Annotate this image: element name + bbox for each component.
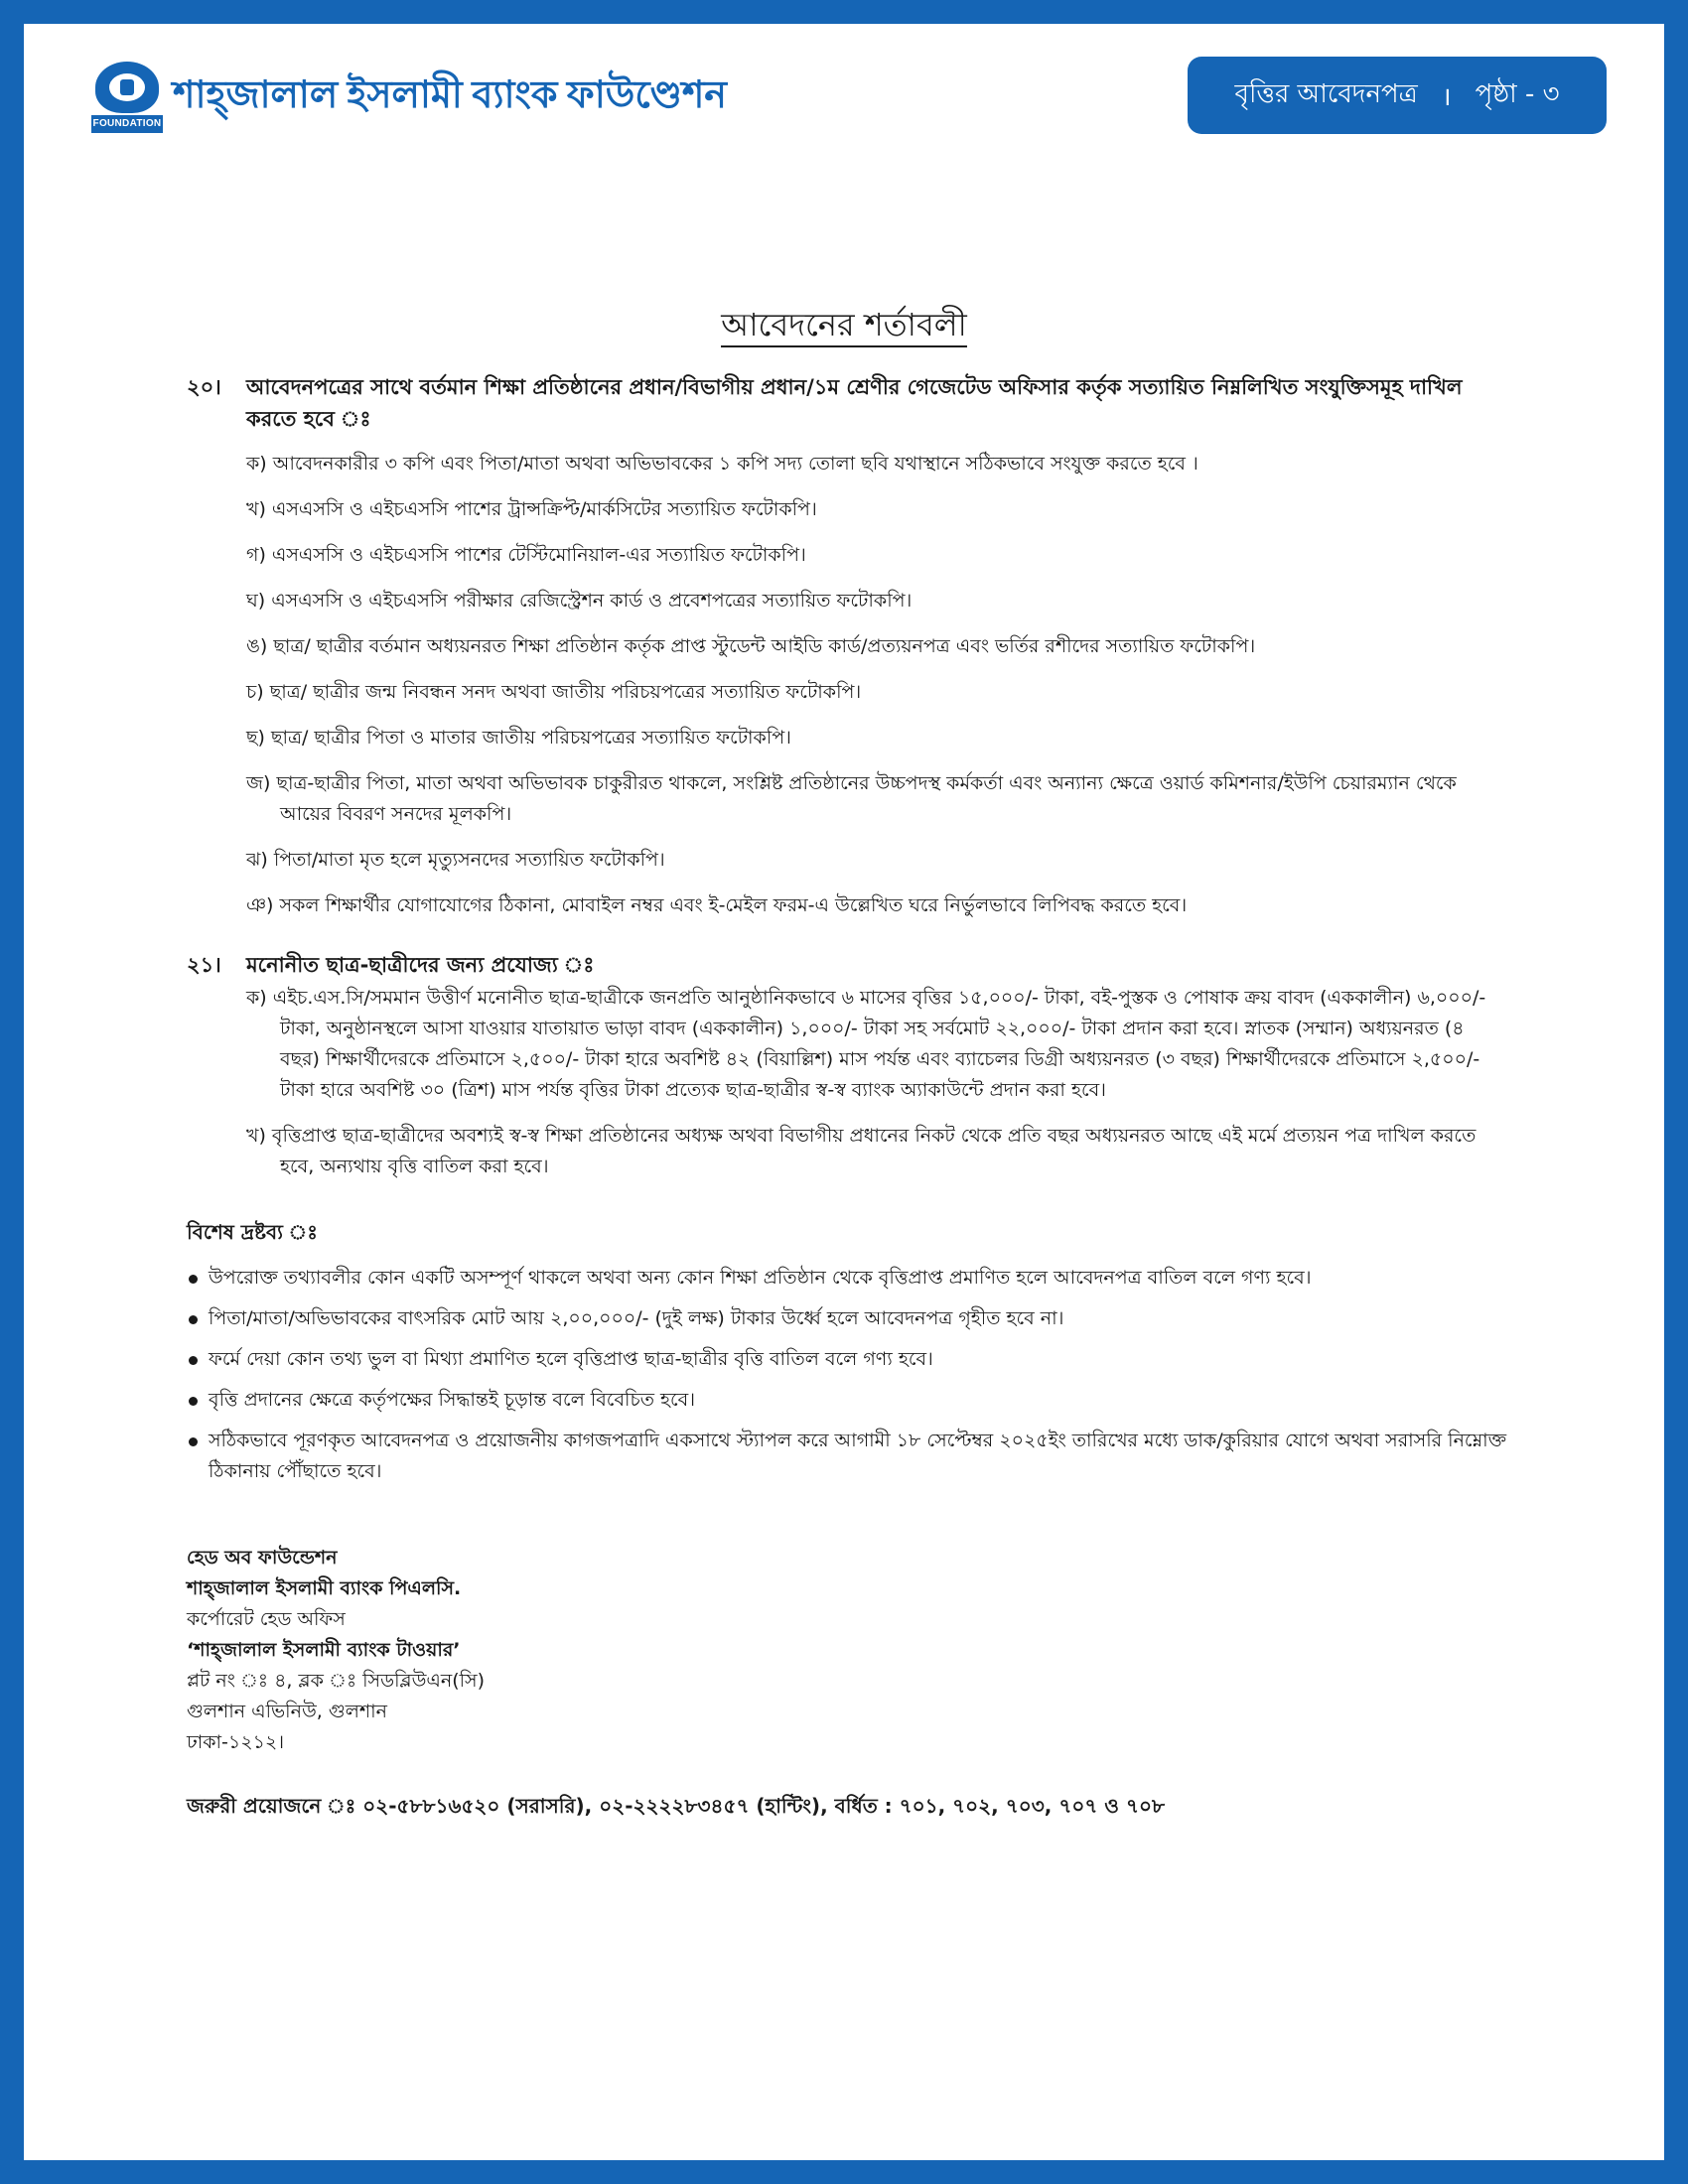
bullet-note: ফর্মে দেয়া কোন তথ্য ভুল বা মিথ্যা প্রমাণিত হলে বৃত্তিপ্রাপ্ত ছাত্র-ছাত্রীর বৃত্তি বাতিল বলে গণ্য হবে। (187, 1344, 1507, 1375)
address-line: প্লট নং ঃ ৪, ব্লক ঃ সিডব্লিউএন(সি) (187, 1670, 486, 1692)
page-title-text: আবেদনের শর্তাবলী (721, 306, 967, 347)
address-line: গুলশান এভিনিউ, গুলশান (187, 1701, 387, 1722)
list-item: ঘ) এসএসসি ও এইচএসসি পরীক্ষার রেজিস্ট্রেশন কার্ড ও প্রবেশপত্রের সত্যায়িত ফটোকপি। (246, 590, 913, 612)
list-item: ঙ) ছাত্র/ ছাত্রীর বর্তমান অধ্যয়নরত শিক্ষা প্রতিষ্ঠান কর্তৃক প্রাপ্ত স্টুডেন্ট আইডি কার্ড/প্রত্যয়নপত্র এবং ভর্তির রশীদের সত্যায়িত ফটোকপি। (246, 635, 1256, 657)
notes-heading: বিশেষ দ্রষ্টব্য ঃ (187, 1220, 318, 1244)
section-21 (187, 949, 1507, 1182)
special-notes (187, 1218, 1507, 1487)
bullet-note: বৃত্তি প্রদানের ক্ষেত্রে কর্তৃপক্ষের সিদ্ধান্তই চূড়ান্ত বলে বিবেচিত হবে। (187, 1385, 1507, 1416)
address-line: কর্পোরেট হেড অফিস (187, 1608, 346, 1630)
list-item: খ) বৃত্তিপ্রাপ্ত ছাত্র-ছাত্রীদের অবশ্যই স্ব-স্ব শিক্ষা প্রতিষ্ঠানের অধ্যক্ষ অথবা বিভাগীয় প্রধানের নিকট থেকে প্রতি বছর অধ্যয়নরত আছে এই মর্মে প্রত্যয়ন পত্র দাখিল করতে হবে, অন্যথায় বৃত্তি বাতিল করা হবে। (246, 1125, 1477, 1177)
page-title (0, 300, 1688, 353)
page-header-badge (1188, 57, 1607, 134)
list-item: ঞ) সকল শিক্ষার্থীর যোগাযোগের ঠিকানা, মোবাইল নম্বর এবং ই-মেইল ফরম-এ উল্লেখিত ঘরে নির্ভুলভাবে লিপিবদ্ধ করতে হবে। (246, 894, 1188, 916)
bullet-note: পিতা/মাতা/অভিভাবকের বাৎসরিক মোট আয় ২,০০,০০০/- (দুই লক্ষ) টাকার উর্ধ্বে হলে আবেদনপত্র গৃহীত হবে না। (187, 1303, 1507, 1334)
section-number: ২০। (187, 375, 221, 399)
logo-org-name: শাহ্জালাল ইসলামী ব্যাংক ফাউণ্ডেশন (173, 74, 727, 116)
header-separator: । (1441, 82, 1452, 112)
list-item: চ) ছাত্র/ ছাত্রীর জন্ম নিবন্ধন সনদ অথবা জাতীয় পরিচয়পত্রের সত্যায়িত ফটোকপি। (246, 681, 862, 703)
address-line: শাহ্জালাল ইসলামী ব্যাংক পিএলসি. (187, 1577, 462, 1599)
address-line: ঢাকা-১২১২। (187, 1731, 285, 1753)
list-item: ক) আবেদনকারীর ৩ কপি এবং পিতা/মাতা অথবা অভিভাবকের ১ কপি সদ্য তোলা ছবি যথাস্থানে সঠিকভাবে সংযুক্ত করতে হবে । (246, 453, 1198, 475)
list-item: ক) এইচ.এস.সি/সমমান উত্তীর্ণ মনোনীত ছাত্র-ছাত্রীকে জনপ্রতি আনুষ্ঠানিকভাবে ৬ মাসের বৃত্তির ১৫,০০০/- টাকা, বই-পুস্তক ও পোষাক ক্রয় বাবদ (এককালীন) ৬,০০০/- টাকা, অনুষ্ঠানস্থলে আসা যাওয়ার যাতায়াত ভাড়া বাবদ (এককালীন) ১,০০০/- টাকা সহ সর্বমোট ২২,০০০/- টাকা প্রদান করা হবে। স্নাতক (সম্মান) অধ্যয়নরত (৪ বছর) শিক্ষার্থীদেরকে প্রতিমাসে ২,৫০০/- টাকা হারে অবশিষ্ট ৪২ (বিয়াল্লিশ) মাস পর্যন্ত এবং ব্যাচেলর ডিগ্রী অধ্যয়নরত (৩ বছর) শিক্ষার্থীদেরকে প্রতিমাসে ২,৫০০/- টাকা হারে অবশিষ্ট ৩০ (ত্রিশ) মাস পর্যন্ত বৃত্তির টাকা প্রত্যেক ছাত্র-ছাত্রীর স্ব-স্ব ব্যাংক অ্যাকাউন্টে প্রদান করা হবে। (246, 987, 1486, 1101)
list-item: গ) এসএসসি ও এইচএসসি পাশের টেস্টিমোনিয়াল-এর সত্যায়িত ফটোকপি। (246, 544, 806, 566)
address-line: ‘শাহ্জালাল ইসলামী ব্যাংক টাওয়ার’ (187, 1639, 461, 1661)
mailing-address (187, 1543, 1507, 1758)
list-item: ছ) ছাত্র/ ছাত্রীর পিতা ও মাতার জাতীয় পরিচয়পত্রের সত্যায়িত ফটোকপি। (246, 727, 791, 749)
list-item: ঝ) পিতা/মাতা মৃত হলে মৃত্যুসনদের সত্যায়িত ফটোকপি। (246, 849, 665, 871)
address-line: হেড অব ফাউন্ডেশন (187, 1547, 338, 1569)
emergency-contact: জরুরী প্রয়োজনে ঃ ০২-৫৮৮১৬৫২০ (সরাসরি), ০২-২২২২৮৩৪৫৭ (হান্টিং), বর্ধিত : ৭০১, ৭০২, ৭০৩, ৭০৭ ও ৭০৮ (187, 1794, 1165, 1818)
list-item: জ) ছাত্র-ছাত্রীর পিতা, মাতা অথবা অভিভাবক চাকুরীরত থাকলে, সংশ্লিষ্ট প্রতিষ্ঠানের উচ্চপদস্থ কর্মকর্তা এবং অন্যান্য ক্ষেত্রে ওয়ার্ড কমিশনার/ইউপি চেয়ারম্যান থেকে আয়ের বিবরণ সনদের মূলকপি। (246, 772, 1457, 825)
section-number: ২১। (187, 953, 221, 977)
form-title: বৃত্তির আবেদনপত্র (1234, 79, 1418, 109)
bullet-note: উপরোক্ত তথ্যাবলীর কোন একটি অসম্পূর্ণ থাকলে অথবা অন্য কোন শিক্ষা প্রতিষ্ঠান থেকে বৃত্তিপ্রাপ্ত প্রমাণিত হলে আবেদনপত্র বাতিল বলে গণ্য হবে। (187, 1263, 1507, 1294)
section-21-items (246, 983, 1507, 1182)
section-20 (187, 371, 1507, 921)
list-item: খ) এসএসসি ও এইচএসসি পাশের ট্রান্সক্রিপ্ট/মার্কসিটের সত্যায়িত ফটোকপি। (246, 498, 817, 520)
logo-foundation-label: FOUNDATION (91, 115, 163, 133)
section-heading: মনোনীত ছাত্র-ছাত্রীদের জন্য প্রযোজ্য ঃ (246, 953, 595, 977)
section-20-items (246, 449, 1507, 921)
page-number: পৃষ্ঠা - ৩ (1475, 79, 1560, 109)
section-heading: আবেদনপত্রের সাথে বর্তমান শিক্ষা প্রতিষ্ঠানের প্রধান/বিভাগীয় প্রধান/১ম শ্রেণীর গেজেটেড অফিসার কর্তৃক সত্যায়িত নিম্নলিখিত সংযুক্তিসমূহ দাখিল করতে হবে ঃ (246, 375, 1463, 431)
terms-content (187, 371, 1507, 1825)
bullet-note: সঠিকভাবে পূরণকৃত আবেদনপত্র ও প্রয়োজনীয় কাগজপত্রাদি একসাথে স্ট্যাপল করে আগামী ১৮ সেপ্টেম্বর ২০২৫ইং তারিখের মধ্যে ডাক/কুরিয়ার যোগে অথবা সরাসরি নিম্নোক্ত ঠিকানায় পৌঁছাতে হবে। (187, 1426, 1507, 1487)
bank-emblem-icon (91, 62, 163, 133)
foundation-logo (91, 62, 727, 133)
